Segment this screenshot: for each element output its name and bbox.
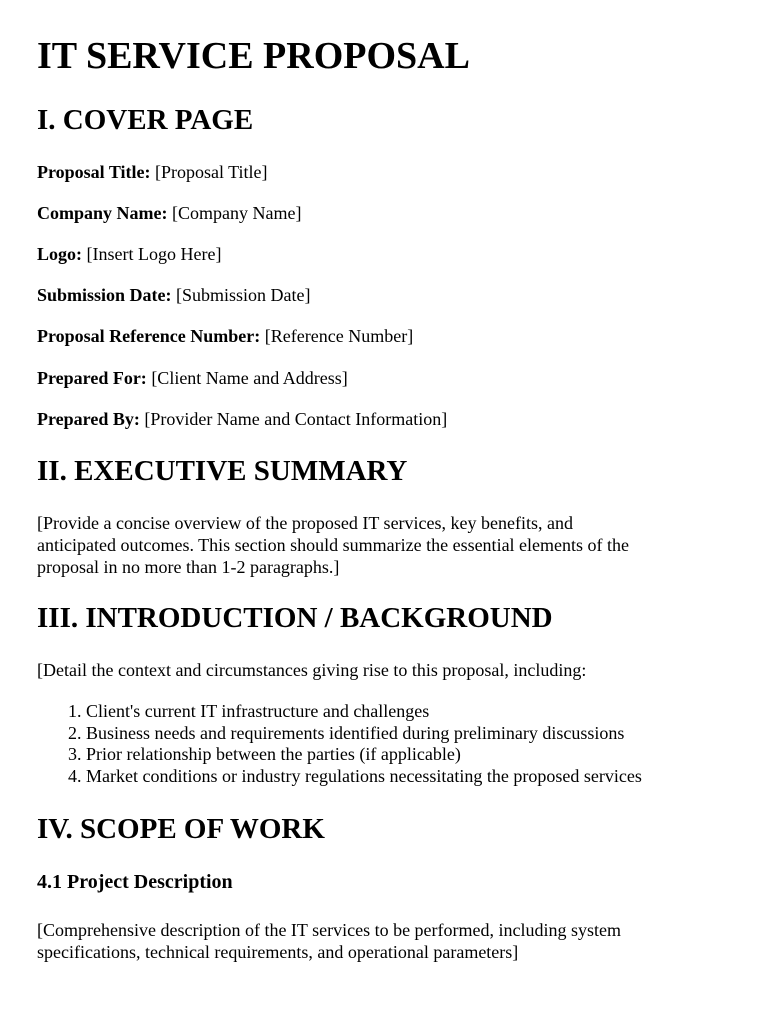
scope-of-work-heading: IV. SCOPE OF WORK — [37, 813, 325, 845]
executive-summary-heading: II. EXECUTIVE SUMMARY — [37, 455, 408, 487]
introduction-list — [68, 701, 642, 788]
field-value: [Proposal Title] — [155, 162, 268, 182]
company-name-field — [37, 201, 301, 225]
field-label: Company Name: — [37, 203, 168, 223]
field-label: Submission Date: — [37, 285, 172, 305]
cover-page-heading: I. COVER PAGE — [37, 104, 254, 136]
field-value: [Reference Number] — [264, 326, 414, 346]
field-label: Proposal Reference Number: — [37, 326, 261, 346]
field-value: [Client Name and Address] — [151, 368, 348, 388]
list-item: 2. Business needs and requirements identified during preliminary discussions — [68, 722, 625, 743]
list-item: 3. Prior relationship between the parties (if applicable) — [68, 744, 461, 765]
proposal-title-field — [37, 160, 268, 184]
reference-number-field — [37, 324, 413, 348]
paragraph-line: anticipated outcomes. This section should summarize the essential elements of the — [37, 535, 630, 555]
executive-summary-paragraph — [37, 512, 737, 578]
field-label: Logo: — [37, 244, 82, 264]
list-item: 4. Market conditions or industry regulations necessitating the proposed services — [68, 766, 642, 787]
prepared-by-field — [37, 407, 447, 431]
paragraph-line: [Detail the context and circumstances giving rise to this proposal, including: — [37, 660, 587, 680]
introduction-paragraph — [37, 659, 737, 681]
logo-field — [37, 242, 221, 266]
field-value: [Provider Name and Contact Information] — [144, 409, 448, 429]
field-value: [Insert Logo Here] — [86, 244, 222, 264]
field-label: Prepared For: — [37, 368, 147, 388]
field-value: [Company Name] — [172, 203, 302, 223]
project-description-paragraph — [37, 919, 737, 963]
field-label: Proposal Title: — [37, 162, 151, 182]
prepared-for-field — [37, 366, 348, 390]
document-title: IT SERVICE PROPOSAL — [37, 35, 470, 77]
submission-date-field — [37, 283, 311, 307]
paragraph-line: specifications, technical requirements, and operational parameters] — [37, 942, 519, 962]
introduction-heading: III. INTRODUCTION / BACKGROUND — [37, 602, 553, 634]
list-item: 1. Client's current IT infrastructure and challenges — [68, 701, 430, 721]
paragraph-line: [Comprehensive description of the IT services to be performed, including system — [37, 920, 622, 940]
paragraph-line: [Provide a concise overview of the proposed IT services, key benefits, and — [37, 513, 573, 533]
project-description-subheading: 4.1 Project Description — [37, 871, 233, 893]
field-label: Prepared By: — [37, 409, 140, 429]
paragraph-line: proposal in no more than 1-2 paragraphs.] — [37, 557, 340, 577]
field-value: [Submission Date] — [176, 285, 311, 305]
